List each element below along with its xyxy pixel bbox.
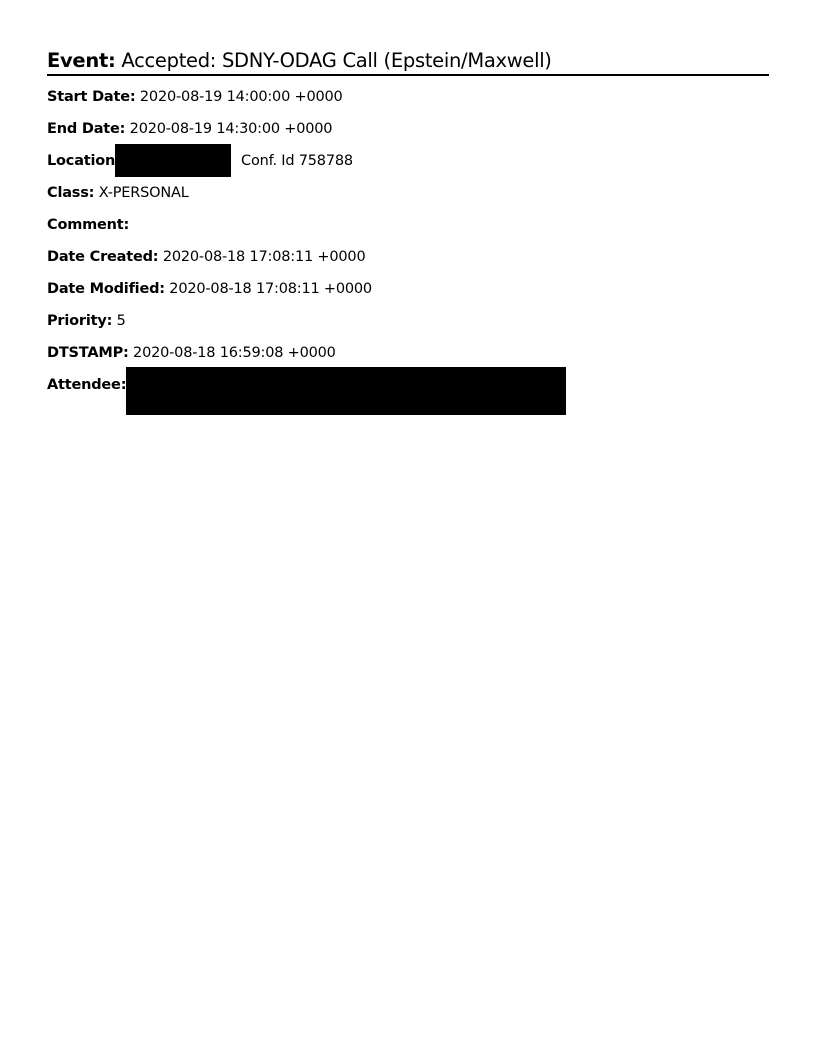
- dtstamp-row: [47, 342, 336, 364]
- attendee-redaction-box: [126, 367, 566, 415]
- end-date-value: 2020-08-19 14:30:00 +0000: [129, 121, 333, 137]
- date-created-value: 2020-08-18 17:08:11 +0000: [162, 249, 366, 265]
- comment-row: [47, 214, 129, 236]
- date-modified-label: Date Modified:: [47, 281, 165, 297]
- location-value: Conf. Id 758788: [241, 153, 353, 169]
- priority-row: [47, 310, 126, 332]
- event-label: Event:: [47, 49, 116, 72]
- location-label: Location: [47, 153, 116, 169]
- priority-label: Priority:: [47, 313, 113, 329]
- date-created-row: [47, 246, 365, 268]
- event-value: Accepted: SDNY-ODAG Call (Epstein/Maxwell): [121, 49, 552, 72]
- location-redaction-box: [115, 144, 231, 177]
- date-modified-value: 2020-08-18 17:08:11 +0000: [169, 281, 372, 297]
- attendee-label: Attendee:: [47, 377, 127, 393]
- class-row: [47, 182, 189, 204]
- start-date-value: 2020-08-19 14:00:00 +0000: [139, 89, 343, 105]
- class-label: Class:: [47, 185, 95, 201]
- comment-label: Comment:: [47, 217, 130, 233]
- event-title: [47, 47, 769, 76]
- attendee-row: [47, 374, 126, 396]
- start-date-row: [47, 86, 343, 108]
- date-created-label: Date Created:: [47, 249, 159, 265]
- dtstamp-label: DTSTAMP:: [47, 345, 129, 361]
- start-date-label: Start Date:: [47, 89, 136, 105]
- priority-value: 5: [116, 313, 126, 329]
- end-date-label: End Date:: [47, 121, 126, 137]
- date-modified-row: [47, 278, 372, 300]
- end-date-row: [47, 118, 332, 140]
- dtstamp-value: 2020-08-18 16:59:08 +0000: [133, 345, 336, 361]
- class-value: X-PERSONAL: [98, 185, 189, 201]
